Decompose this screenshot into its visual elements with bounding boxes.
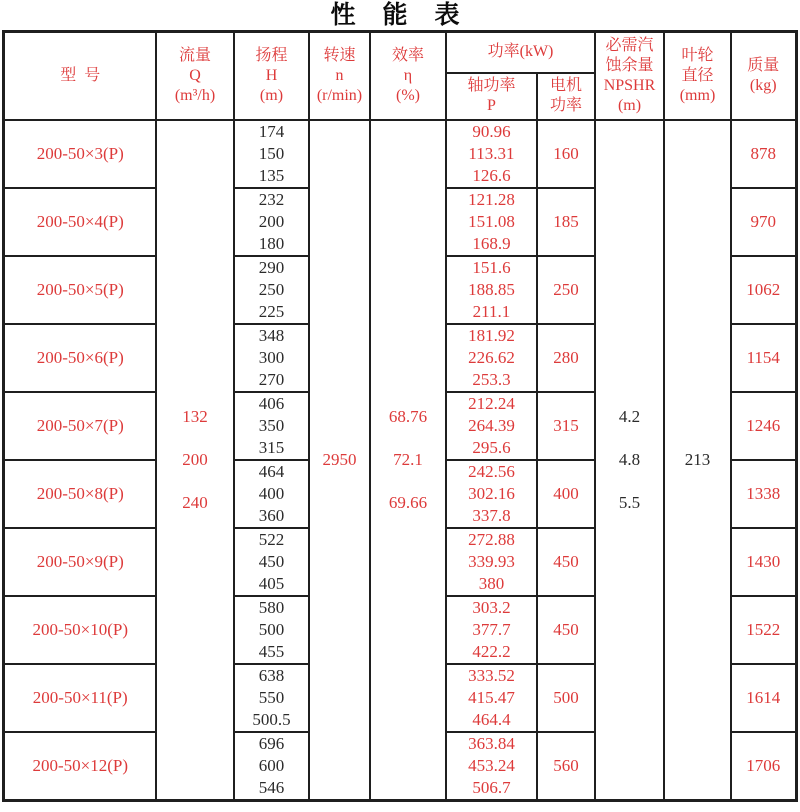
- table-body: [4, 120, 796, 801]
- head-values-cell-line: 348: [258, 325, 285, 345]
- shaft-power-values-cell-line: 302.16: [468, 483, 515, 503]
- shaft-power-values-cell-line: 337.8: [472, 505, 511, 525]
- motor-power-cell: [537, 188, 595, 256]
- head-values-cell: [234, 664, 309, 732]
- head-values-cell: [234, 324, 309, 392]
- motor-power-cell-line: 500: [553, 687, 579, 707]
- shaft-power-values-cell-line: 303.2: [472, 597, 511, 617]
- performance-table: [2, 30, 797, 802]
- motor-power-cell: [537, 256, 595, 324]
- head-values-cell-line: 406: [258, 393, 285, 413]
- col-header-power-group: 功率(kW): [446, 32, 595, 73]
- head-values-cell: [234, 732, 309, 801]
- mass-cell: [731, 188, 796, 256]
- head-values-cell-line: 232: [258, 189, 285, 209]
- shaft-power-values-cell-line: 188.85: [468, 279, 515, 299]
- impeller-value-cell-line: 213: [684, 449, 711, 469]
- head-values-cell-line: 580: [258, 597, 285, 617]
- shaft-power-values-cell-line: 121.28: [468, 189, 515, 209]
- flow-values-cell: [156, 120, 234, 801]
- motor-power-cell-line: 560: [553, 755, 579, 775]
- shaft-power-values-cell-line: 339.93: [468, 551, 515, 571]
- model-cell: [4, 596, 156, 664]
- flow-values-cell-line: 240: [182, 493, 208, 512]
- mass-cell-line: 1246: [746, 415, 781, 435]
- model-cell: [4, 188, 156, 256]
- motor-power-cell-line: 185: [553, 211, 579, 231]
- flow-values-cell-line: 200: [182, 450, 208, 469]
- shaft-power-values-cell: [446, 188, 537, 256]
- page-title: 性 能 表: [330, 1, 470, 29]
- shaft-power-values-cell-line: 422.2: [472, 641, 511, 661]
- shaft-power-values-cell-line: 363.84: [468, 733, 515, 753]
- head-values-cell-line: 174: [258, 121, 285, 141]
- head-values-cell-line: 400: [258, 483, 285, 503]
- head-values-cell-line: 600: [258, 755, 285, 775]
- shaft-power-values-cell: [446, 460, 537, 528]
- head-values-cell-line: 405: [258, 573, 285, 593]
- mass-cell-line: 1338: [746, 483, 781, 503]
- head-values-cell-line: 290: [258, 257, 285, 277]
- model-cell: [4, 324, 156, 392]
- model-cell: [4, 120, 156, 188]
- head-values-cell-line: 696: [258, 733, 285, 753]
- shaft-power-values-cell: [446, 732, 537, 801]
- motor-power-cell: [537, 392, 595, 460]
- shaft-power-values-cell-line: 242.56: [468, 461, 515, 481]
- mass-cell-line: 1154: [746, 347, 780, 367]
- head-values-cell: [234, 256, 309, 324]
- head-values-cell-line: 350: [258, 415, 285, 435]
- head-values-cell-line: 250: [258, 279, 285, 299]
- head-values-cell-line: 464: [258, 461, 285, 481]
- shaft-power-values-cell-line: 506.7: [472, 777, 511, 797]
- shaft-power-values-cell: [446, 596, 537, 664]
- head-values-cell-line: 270: [258, 369, 285, 389]
- motor-power-cell: [537, 732, 595, 801]
- mass-cell: [731, 460, 796, 528]
- model-cell-line: 200-50×12(P): [32, 755, 128, 775]
- motor-power-cell: [537, 596, 595, 664]
- head-values-cell-line: 200: [258, 211, 285, 231]
- mass-cell-line: 1522: [746, 619, 781, 639]
- mass-cell-line: 878: [750, 143, 776, 163]
- col-header-impeller: 叶轮 直径 (mm): [664, 32, 731, 120]
- motor-power-cell-line: 250: [553, 279, 579, 299]
- shaft-power-values-cell-line: 377.7: [472, 619, 511, 639]
- head-values-cell-line: 135: [258, 165, 285, 185]
- shaft-power-values-cell-line: 253.3: [472, 369, 511, 389]
- mass-cell: [731, 120, 796, 188]
- model-cell: [4, 732, 156, 801]
- col-header-shaft-power: 轴功率 P: [446, 73, 537, 120]
- shaft-power-values-cell: [446, 256, 537, 324]
- shaft-power-values-cell-line: 126.6: [472, 165, 511, 185]
- motor-power-cell: [537, 120, 595, 188]
- mass-cell: [731, 664, 796, 732]
- motor-power-cell: [537, 460, 595, 528]
- motor-power-cell-line: 450: [553, 619, 579, 639]
- col-header-model: 型 号: [4, 32, 156, 120]
- head-values-cell-line: 500: [258, 619, 285, 639]
- mass-cell: [731, 596, 796, 664]
- head-values-cell: [234, 392, 309, 460]
- shaft-power-values-cell: [446, 664, 537, 732]
- head-values-cell-line: 300: [258, 347, 285, 367]
- shaft-power-values-cell: [446, 528, 537, 596]
- shaft-power-values-cell-line: 415.47: [468, 687, 515, 707]
- head-values-cell-line: 450: [258, 551, 285, 571]
- col-header-mass: 质量 (kg): [731, 32, 796, 120]
- shaft-power-values-cell: [446, 324, 537, 392]
- motor-power-cell-line: 400: [553, 483, 579, 503]
- model-cell-line: 200-50×3(P): [36, 143, 124, 163]
- motor-power-cell-line: 280: [553, 347, 579, 367]
- col-header-speed: 转速 n (r/min): [309, 32, 370, 120]
- model-cell-line: 200-50×11(P): [32, 687, 128, 707]
- shaft-power-values-cell: [446, 392, 537, 460]
- head-values-cell: [234, 188, 309, 256]
- mass-cell: [731, 528, 796, 596]
- shaft-power-values-cell-line: 453.24: [468, 755, 515, 775]
- mass-cell-line: 1706: [746, 755, 781, 775]
- mass-cell-line: 970: [750, 211, 776, 231]
- npshr-values-cell-line: 4.2: [618, 407, 641, 426]
- model-cell: [4, 392, 156, 460]
- head-values-cell-line: 550: [258, 687, 285, 707]
- npshr-values-cell-line: 4.8: [618, 450, 641, 469]
- mass-cell: [731, 324, 796, 392]
- motor-power-cell-line: 160: [553, 143, 579, 163]
- motor-power-cell: [537, 664, 595, 732]
- model-cell-line: 200-50×6(P): [36, 347, 124, 367]
- head-values-cell: [234, 460, 309, 528]
- shaft-power-values-cell: [446, 120, 537, 188]
- shaft-power-values-cell-line: 151.6: [472, 257, 511, 277]
- head-values-cell-line: 225: [258, 301, 285, 321]
- npshr-values-cell: [595, 120, 664, 801]
- shaft-power-values-cell-line: 151.08: [468, 211, 515, 231]
- model-cell: [4, 664, 156, 732]
- efficiency-values-cell-line: 72.1: [393, 450, 423, 469]
- head-values-cell: [234, 120, 309, 188]
- head-values-cell: [234, 596, 309, 664]
- mass-cell-line: 1430: [746, 551, 781, 571]
- col-header-npshr: 必需汽 蚀余量 NPSHR (m): [595, 32, 664, 120]
- col-header-efficiency: 效率 η (%): [370, 32, 446, 120]
- model-cell: [4, 528, 156, 596]
- head-values-cell-line: 180: [258, 233, 285, 253]
- head-values-cell-line: 360: [258, 505, 285, 525]
- model-cell: [4, 256, 156, 324]
- head-values-cell-line: 522: [258, 529, 285, 549]
- mass-cell-line: 1614: [746, 687, 781, 707]
- shaft-power-values-cell-line: 211.1: [472, 301, 511, 321]
- shaft-power-values-cell-line: 295.6: [472, 437, 511, 457]
- model-cell: [4, 460, 156, 528]
- shaft-power-values-cell-line: 113.31: [468, 143, 515, 163]
- efficiency-values-cell: [370, 120, 446, 801]
- head-values-cell-line: 500.5: [252, 709, 291, 729]
- model-cell-line: 200-50×10(P): [32, 619, 128, 639]
- impeller-value-cell: [664, 120, 731, 801]
- mass-cell-line: 1062: [746, 279, 781, 299]
- mass-cell: [731, 732, 796, 801]
- col-header-motor-power: 电机 功率: [537, 73, 595, 120]
- efficiency-values-cell-line: 68.76: [388, 407, 428, 426]
- shaft-power-values-cell-line: 90.96: [472, 121, 511, 141]
- head-values-cell-line: 546: [258, 777, 285, 797]
- motor-power-cell-line: 450: [553, 551, 579, 571]
- speed-value-cell-line: 2950: [322, 449, 357, 469]
- flow-values-cell-line: 132: [182, 407, 208, 426]
- motor-power-cell-line: 315: [553, 415, 579, 435]
- head-values-cell-line: 455: [258, 641, 285, 661]
- efficiency-values-cell-line: 69.66: [388, 493, 428, 512]
- model-cell-line: 200-50×4(P): [36, 211, 124, 231]
- model-cell-line: 200-50×9(P): [36, 551, 124, 571]
- table-row: [4, 120, 796, 188]
- motor-power-cell: [537, 324, 595, 392]
- shaft-power-values-cell-line: 181.92: [468, 325, 515, 345]
- shaft-power-values-cell-line: 264.39: [468, 415, 515, 435]
- col-header-flow: 流量 Q (m³/h): [156, 32, 234, 120]
- model-cell-line: 200-50×8(P): [36, 483, 124, 503]
- head-values-cell-line: 315: [258, 437, 285, 457]
- model-cell-line: 200-50×7(P): [36, 415, 124, 435]
- shaft-power-values-cell-line: 272.88: [468, 529, 515, 549]
- head-values-cell: [234, 528, 309, 596]
- head-values-cell-line: 150: [258, 143, 285, 163]
- mass-cell: [731, 392, 796, 460]
- head-values-cell-line: 638: [258, 665, 285, 685]
- shaft-power-values-cell-line: 168.9: [472, 233, 511, 253]
- shaft-power-values-cell-line: 333.52: [468, 665, 515, 685]
- model-cell-line: 200-50×5(P): [36, 279, 124, 299]
- mass-cell: [731, 256, 796, 324]
- shaft-power-values-cell-line: 212.24: [468, 393, 515, 413]
- col-header-head: 扬程 H (m): [234, 32, 309, 120]
- shaft-power-values-cell-line: 380: [478, 573, 505, 593]
- shaft-power-values-cell-line: 226.62: [468, 347, 515, 367]
- shaft-power-values-cell-line: 464.4: [472, 709, 511, 729]
- motor-power-cell: [537, 528, 595, 596]
- speed-value-cell: [309, 120, 370, 801]
- npshr-values-cell-line: 5.5: [618, 493, 641, 512]
